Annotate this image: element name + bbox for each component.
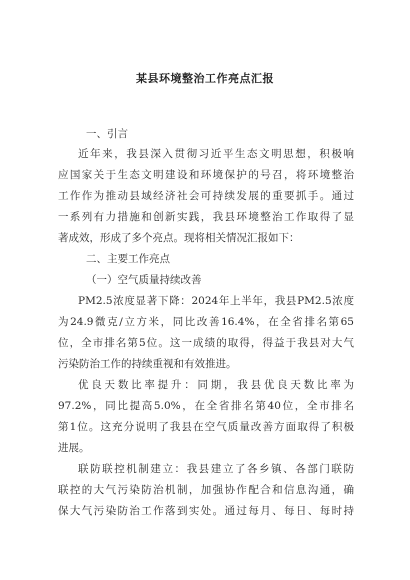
paragraph-line: 污染防治工作的持续重视和有效推进。 (58, 358, 237, 370)
paragraph-line: 优良天数比率提升：同期，我县优良天数比率为 (78, 379, 354, 391)
paragraph-line: 联防联控机制建立：我县建立了各乡镇、各部门联防 (78, 463, 354, 475)
document-title: 某县环境整治工作亮点汇报 (136, 72, 274, 85)
paragraph-line: 为24.9微克/立方米，同比改善16.4%，在全省排名第65 (58, 316, 354, 328)
paragraph-line: 应国家关于生态文明建设和环境保护的号召，将环境整治 (58, 169, 354, 181)
section-heading-highlights: 二、主要工作亮点 (86, 253, 170, 265)
paragraph-line: 位，全市排名第5位。这一成绩的取得，得益于我县对大气 (58, 337, 354, 349)
paragraph-line: 97.2%，同比提高5.0%，在全省排名第40位，全市排名 (58, 400, 354, 412)
section-heading-introduction: 一、引言 (86, 128, 128, 140)
subsection-heading-air-quality: （一）空气质量持续改善 (86, 274, 202, 286)
paragraph-line: 近年来，我县深入贯彻习近平生态文明思想，积极响 (78, 148, 354, 160)
paragraph-line: 保大气污染防治工作落到实处。通过每月、每日、每时持 (58, 505, 354, 517)
paragraph-line: 联控的大气污染防治机制，加强协作配合和信息沟通，确 (58, 484, 354, 496)
paragraph-line: 一系列有力措施和创新实践，我县环境整治工作取得了显 (58, 211, 354, 223)
paragraph-line: 进展。 (58, 442, 90, 454)
paragraph-line: 工作作为推动县域经济社会可持续发展的重要抓手。通过 (58, 190, 354, 202)
paragraph-line: 第1位。这充分说明了我县在空气质量改善方面取得了积极 (58, 421, 354, 433)
paragraph-line: 著成效，形成了多个亮点。现将相关情况汇报如下： (58, 232, 300, 244)
paragraph-line: PM2.5浓度显著下降：2024年上半年，我县PM2.5浓度 (78, 295, 354, 307)
